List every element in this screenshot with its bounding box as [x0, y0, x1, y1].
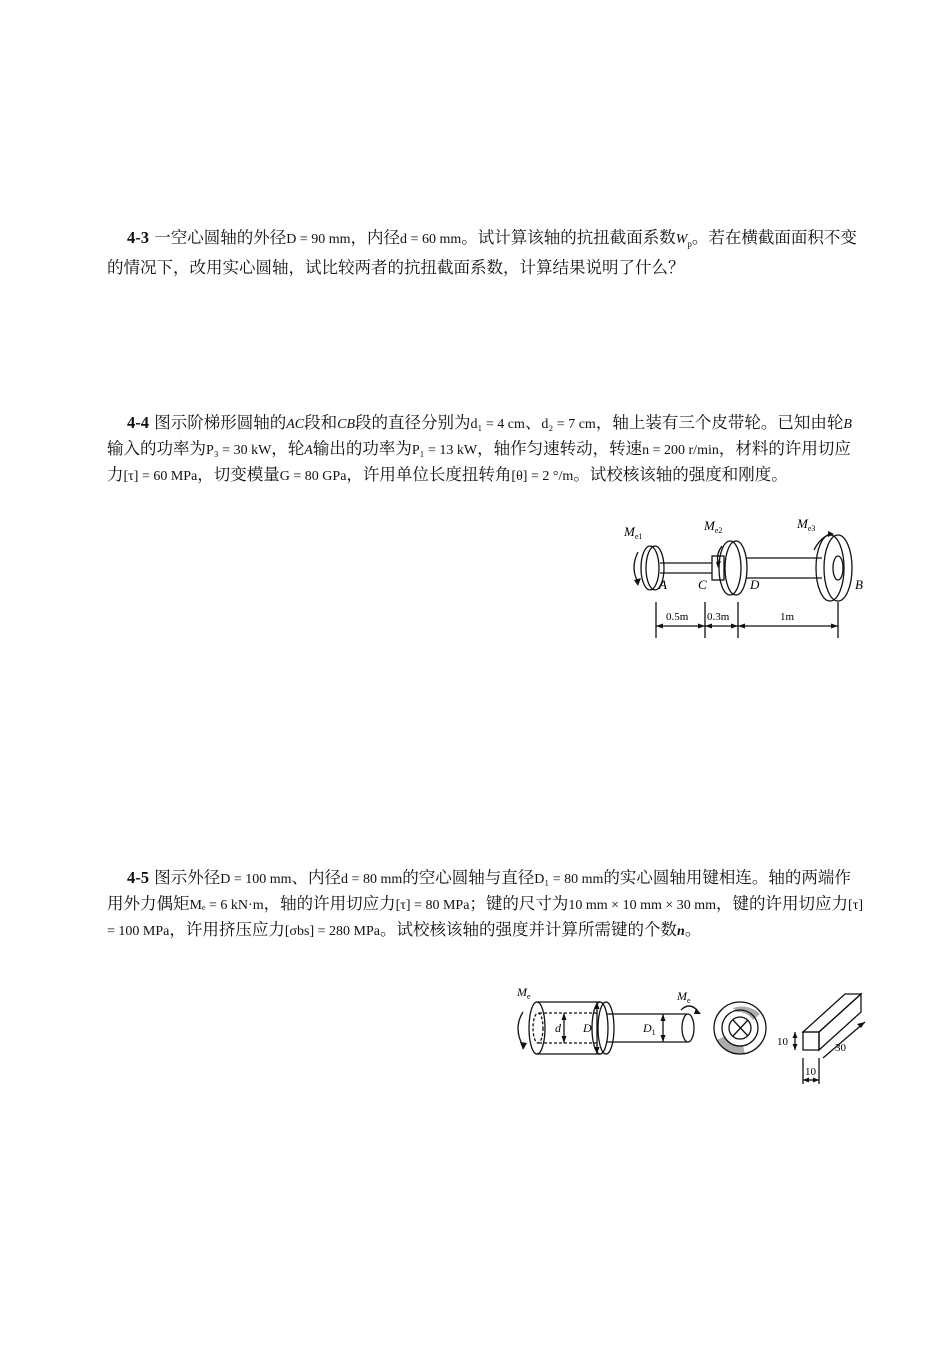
- problem-number: 4-4: [127, 413, 149, 432]
- formula-d1: d₁ = 4 cm: [470, 417, 525, 432]
- formula-d: d = 60 mm: [400, 232, 462, 247]
- label-b: B: [855, 577, 863, 592]
- label-me2: $M_{e2}$: [704, 518, 723, 535]
- problem-4-5: [107, 866, 867, 944]
- key-dim-height: 10: [777, 1036, 788, 1048]
- label-me-left: $M_e$: [517, 985, 531, 1001]
- figure-4-4-stepped-shaft: [600, 510, 880, 645]
- pulley-a: [641, 546, 659, 590]
- dim-1m: 1m: [780, 611, 795, 623]
- pulley-d: [719, 541, 741, 595]
- label-me-right: $M_e$: [677, 989, 691, 1005]
- problem-4-4-text: 4-4 图示阶梯形圆轴的AC段和CB段的直径分别为d₁ = 4 cm、d₂ = 7 cm，轴上装有三个皮带轮。已知由轮B输入的功率为P₃ = 30 kW，轮A输出的功率为P₁ = 13 kW，轴作匀速转动，转速n = 200 r/min，材料的许用切应力[τ] = 60 MPa，切变模量G = 80 GPa，许用单位长度扭转角[θ] = 2 °/m。试校核该轴的强度和刚度。: [107, 413, 852, 484]
- solid-shaft-end: [682, 1014, 694, 1042]
- dim-0-5m: 0.5m: [666, 611, 689, 623]
- formula-tau-key: [τ] = 100 MPa: [107, 898, 863, 939]
- formula-sigma-bs: [σbs] = 280 MPa: [284, 924, 381, 939]
- formula-key-size: 10 mm × 10 mm × 30 mm: [568, 898, 717, 913]
- label-D1: $D_1$: [643, 1021, 656, 1037]
- key-dim-width: 10: [805, 1066, 816, 1078]
- formula-P1: P₁ = 13 kW: [411, 443, 478, 458]
- problem-number: 4-5: [127, 868, 149, 887]
- problem-4-4: [107, 411, 867, 489]
- problem-4-5-text: 4-5 图示外径D = 100 mm、内径d = 80 mm的空心圆轴与直径D₁ = 80 mm的实心圆轴用键相连。轴的两端作用外力偶矩Mₑ = 6 kN·m，轴的许用切应力[τ] = 80 MPa；键的尺寸为10 mm × 10 mm × 30 mm，键的许用切应力[τ] = 100 MPa，许用挤压应力[σbs] = 280 MPa。试校核该轴的强度并计算所需键的个数n。: [107, 868, 863, 939]
- label-D: D: [583, 1021, 592, 1035]
- problem-number: 4-3: [127, 228, 149, 247]
- figure-4-5-keyed-shafts: [505, 980, 880, 1090]
- formula-theta: [θ] = 2 °/m: [511, 469, 574, 484]
- formula-tau: [τ] = 60 MPa: [123, 469, 198, 484]
- formula-d: d = 80 mm: [341, 872, 403, 887]
- label-d: D: [750, 577, 760, 592]
- label-d: d: [555, 1021, 561, 1035]
- formula-d2: d₂ = 7 cm: [541, 417, 596, 432]
- label-c: C: [698, 577, 707, 592]
- torque-arrow-right: [681, 1006, 697, 1010]
- pulley-b: [816, 535, 844, 601]
- formula-n: n = 200 r/min: [642, 443, 719, 458]
- label-a: A: [659, 577, 667, 592]
- torque-arrow-me1: [634, 552, 638, 582]
- torque-arrow-left: [518, 1012, 523, 1046]
- formula-D: D = 90 mm: [286, 232, 351, 247]
- formula-tau: [τ] = 80 MPa: [395, 898, 470, 913]
- formula-D1: D₁ = 80 mm: [534, 872, 604, 887]
- formula-W: W: [675, 232, 688, 247]
- formula-P3: P₃ = 30 kW: [206, 443, 272, 458]
- label-me1: $M_{e1}$: [624, 524, 643, 541]
- key-dim-length: 30: [835, 1042, 846, 1054]
- formula-D: D = 100 mm: [220, 872, 292, 887]
- key-front-face: [803, 1032, 819, 1050]
- problem-4-3: [107, 226, 867, 280]
- formula-Me: Mₑ = 6 kN·m: [189, 898, 264, 913]
- dim-0-3m: 0.3m: [707, 611, 730, 623]
- label-me3: $M_{e3}$: [797, 516, 816, 533]
- formula-G: G = 80 GPa: [279, 469, 347, 484]
- problem-4-3-text: 4-3 一空心圆轴的外径D = 90 mm，内径d = 60 mm。试计算该轴的抗扭截面系数$W_p$。若在横截面面积不变的情况下，改用实心圆轴，试比较两者的抗扭截面系数，计算结果说明了什么？: [107, 228, 857, 277]
